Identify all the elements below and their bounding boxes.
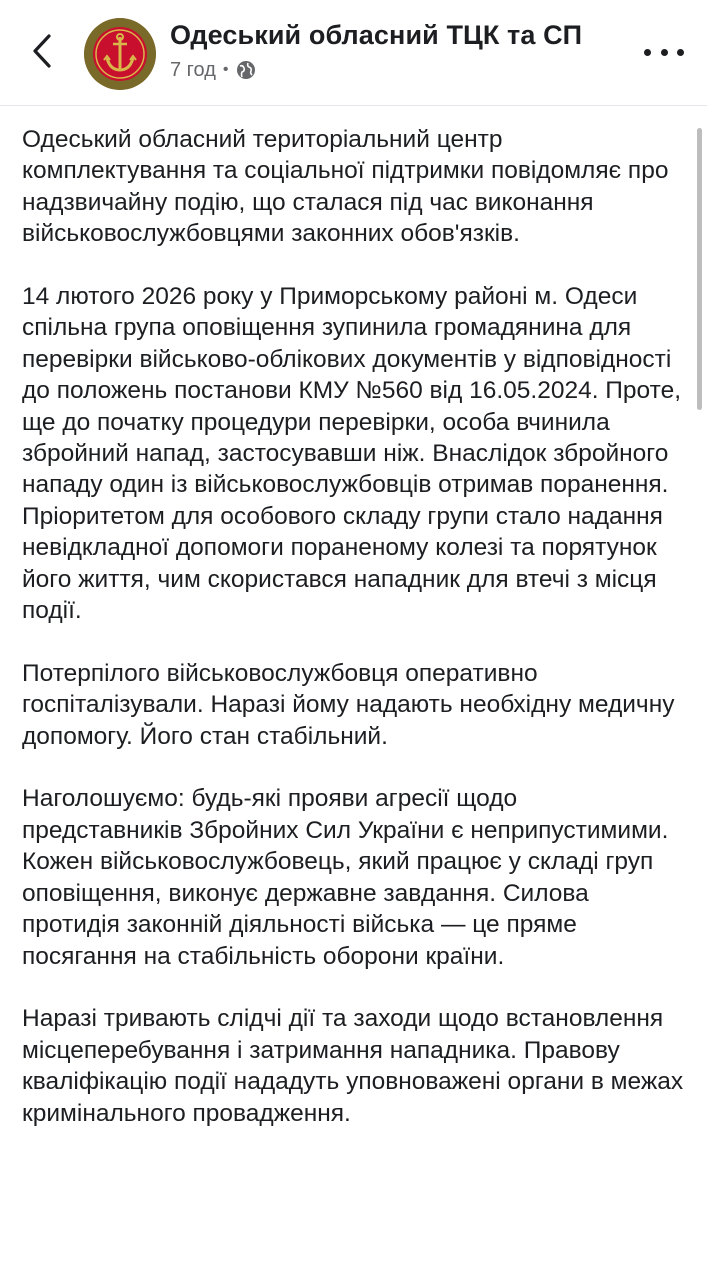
back-button[interactable] — [24, 26, 60, 76]
scrollbar[interactable] — [697, 128, 702, 410]
meta-separator: • — [222, 61, 229, 78]
post-paragraph: Наголошуємо: будь-які прояви агресії щодо представників Збройних Сил України є неприпустимими. Кожен військовослужбовець, який працює у складі груп оповіщення, виконує державне завдання. Силова протидія законній діяльності війська — це пряме посягання на стабільність оборони країни. — [22, 785, 669, 970]
emblem-icon — [84, 18, 156, 90]
globe-icon[interactable] — [236, 60, 256, 80]
post-paragraph: 14 лютого 2026 року у Приморському районі м. Одеси спільна група оповіщення зупинила громадянина для перевірки військово-облікових документів у відповідності до положень постанови КМУ №560 від 16.05.2024. Проте, ще до початку процедури перевірки, особа вчинила збройний напад, застосувавши ніж. Внаслідок збройного нападу один із військовослужбовців отримав поранення. Пріоритетом для особового складу групи стало надання невідкладної допомоги пораненому колезі та порятунок його життя, чим скористався нападник для втечі з місця події. — [22, 283, 682, 625]
more-horizontal-icon-dot — [677, 49, 684, 56]
post-paragraph: Одеський обласний територіальний центр комплектування та соціальної підтримки повідомляє про надзвичайну подію, що сталася під час виконання військовослужбовцями законних обов'язків. — [22, 126, 669, 248]
more-horizontal-icon-dot — [661, 49, 668, 56]
post-meta — [170, 58, 256, 82]
post-header — [0, 0, 707, 106]
post-time[interactable]: 7 год — [170, 58, 216, 81]
more-horizontal-icon — [644, 49, 651, 56]
post-paragraph: Потерпілого військовослужбовця оперативно госпіталізували. Наразі йому надають необхідну медичну допомогу. Його стан стабільний. — [22, 659, 675, 750]
post-text — [22, 124, 684, 1129]
more-options-button[interactable] — [644, 38, 684, 66]
page-name-link[interactable]: Одеський обласний ТЦК та СП — [170, 20, 583, 50]
chevron-left-icon — [31, 33, 53, 69]
post-paragraph: Наразі тривають слідчі дії та заходи щодо встановлення місцеперебування і затримання нападника. Правову кваліфікацію події нададуть уповноважені органи в межах кримінального провадження. — [22, 1005, 684, 1127]
avatar[interactable] — [84, 18, 156, 90]
